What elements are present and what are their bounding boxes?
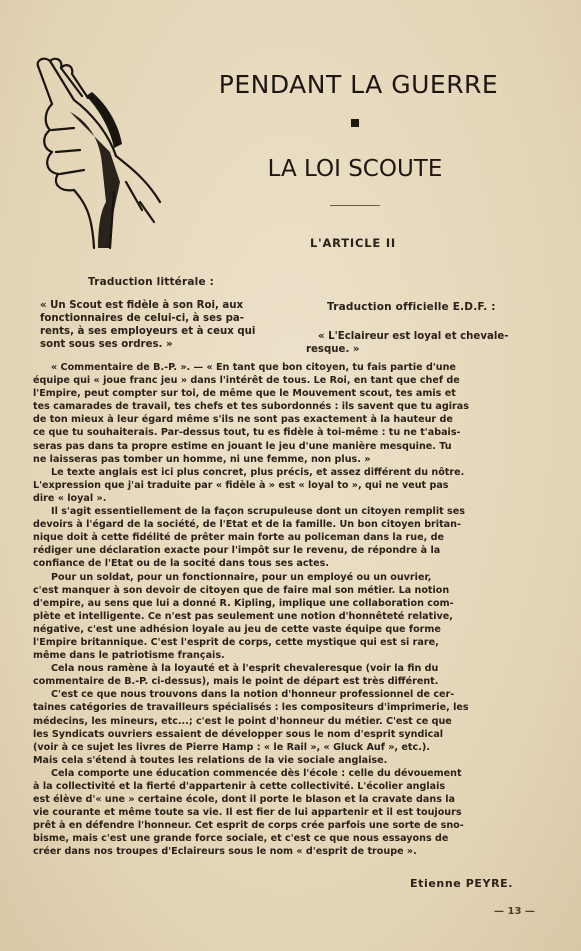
text-line: « Commentaire de B.-P. ». — « En tant que bon citoyen, tu fais partie d'une [51, 362, 456, 373]
text-line: d'empire, au sens que lui a donné R. Kipling, implique une collaboration com- [33, 597, 454, 609]
official-translation-heading: Traduction officielle E.D.F. : [327, 301, 496, 313]
text-line: de ton mieux à leur égard même s'ils ne sont pas exactement à la hauteur de [33, 414, 453, 426]
author-signature: Etienne PEYRE. [410, 877, 514, 890]
text-line: « L'Eclaireur est loyal et chevale- [318, 331, 509, 342]
text-line: « Un Scout est fidèle à son Roi, aux [40, 300, 244, 311]
text-line: Cela comporte une éducation commencée dès l'école : celle du dévouement [51, 767, 462, 779]
page-title: PENDANT LA GUERRE [218, 70, 499, 99]
text-line: créer dans nos troupes d'Eclaireurs sous le nom « d'esprit de troupe ». [33, 846, 417, 858]
text-line: rédiger une déclaration exacte pour l'impôt sur le revenu, de répondre à la [33, 545, 441, 557]
literal-translation-text [40, 299, 255, 351]
page-subtitle: LA LOI SCOUTE [267, 156, 443, 182]
text-line: Pour un soldat, pour un fonctionnaire, pour un employé ou un ouvrier, [51, 571, 432, 583]
text-line: (voir à ce sujet les livres de Pierre Hamp : « le Rail », « Gluck Auf », etc.). [33, 741, 430, 753]
text-line: prêt à en défendre l'honneur. Cet esprit de corps crée parfois une sorte de sno- [33, 820, 464, 832]
text-line: rents, à ses employeurs et à ceux qui [40, 326, 256, 337]
title-separator-square [351, 119, 359, 127]
text-line: vie courante et même toute sa vie. Il est fier de lui appartenir et il est toujours [33, 807, 462, 819]
scout-salute-hand-illustration [30, 52, 175, 252]
text-line: c'est manquer à son devoir de citoyen que de faire mal son métier. La notion [33, 584, 450, 596]
text-line: les Syndicats ouvriers essaient de développer sous le nom d'esprit syndical [33, 728, 444, 740]
article-body [33, 361, 543, 859]
text-line: équipe qui « joue franc jeu » dans l'intérêt de tous. Le Roi, en tant que chef de [33, 375, 460, 387]
text-line: à la collectivité et la fierté d'appartenir à cette collectivité. L'écolier anglais [33, 781, 446, 792]
title-rule [330, 205, 380, 206]
text-line: plète et intelligente. Ce n'est pas seulement une notion d'honnêteté relative, [33, 610, 453, 622]
text-line: tes camarades de travail, tes chefs et tes subordonnés : ils savent que tu agiras [33, 401, 469, 413]
text-line: ce que tu souhaiterais. Par-dessus tout, tu es fidèle à toi-même : tu ne t'abais- [33, 427, 461, 439]
text-line: dire « loyal ». [33, 492, 107, 504]
literal-translation-heading: Traduction littérale : [88, 276, 215, 288]
text-line: l'Empire britannique. C'est l'esprit de corps, cette mystique qui est si rare, [33, 636, 439, 648]
text-line: Mais cela s'étend à toutes les relations de la vie sociale anglaise. [33, 754, 388, 766]
text-line: resque. » [306, 344, 360, 355]
text-line: commentaire de B.-P. ci-dessus), mais le point de départ est très différent. [33, 676, 439, 688]
text-line: est élève d'« une » certaine école, dont il porte le blason et la cravate dans la [33, 794, 456, 806]
text-line: négative, c'est une adhésion loyale au jeu de cette vaste équipe que forme [33, 623, 441, 635]
text-line: Le texte anglais est ici plus concret, plus précis, et assez différent du nôtre. [51, 466, 465, 478]
page-number: — 13 — [494, 906, 535, 917]
article-heading: L'ARTICLE II [310, 236, 396, 250]
text-line: même dans le patriotisme français. [33, 650, 225, 662]
text-line: fonctionnaires de celui-ci, à ses pa- [40, 313, 245, 324]
text-line: bisme, mais c'est une grande force sociale, et c'est ce que nous essayons de [33, 833, 449, 845]
text-line: C'est ce que nous trouvons dans la notion d'honneur professionnel de cer- [51, 689, 455, 701]
text-line: L'expression que j'ai traduite par « fidèle à » est « loyal to », qui ne veut pas [33, 479, 449, 491]
text-line: Cela nous ramène à la loyauté et à l'esprit chevaleresque (voir la fin du [51, 663, 439, 675]
text-line: taines catégories de travailleurs spécialisés : les compositeurs d'imprimerie, les [33, 702, 469, 714]
text-line: nique doit à cette fidélité de prêter main forte au policeman dans la rue, de [33, 532, 444, 544]
official-translation-text [306, 330, 508, 356]
text-line: seras pas dans ta propre estime en jouant le jeu d'une manière mesquine. Tu [33, 440, 452, 452]
text-line: médecins, les mineurs, etc...; c'est le point d'honneur du métier. C'est ce que [33, 715, 452, 727]
text-line: ne laisseras pas tomber un homme, ni une femme, non plus. » [33, 453, 371, 465]
text-line: confiance de l'Etat ou de la socité dans tous ses actes. [33, 558, 329, 570]
text-line: l'Empire, peut compter sur toi, de même que le Mouvement scout, tes amis et [33, 388, 456, 400]
text-line: Il s'agit essentiellement de la façon scrupuleuse dont un citoyen remplit ses [51, 506, 465, 518]
text-line: devoirs à l'égard de la société, de l'Etat et de la famille. Un bon citoyen britan- [33, 519, 461, 531]
text-line: sont sous ses ordres. » [40, 339, 173, 350]
